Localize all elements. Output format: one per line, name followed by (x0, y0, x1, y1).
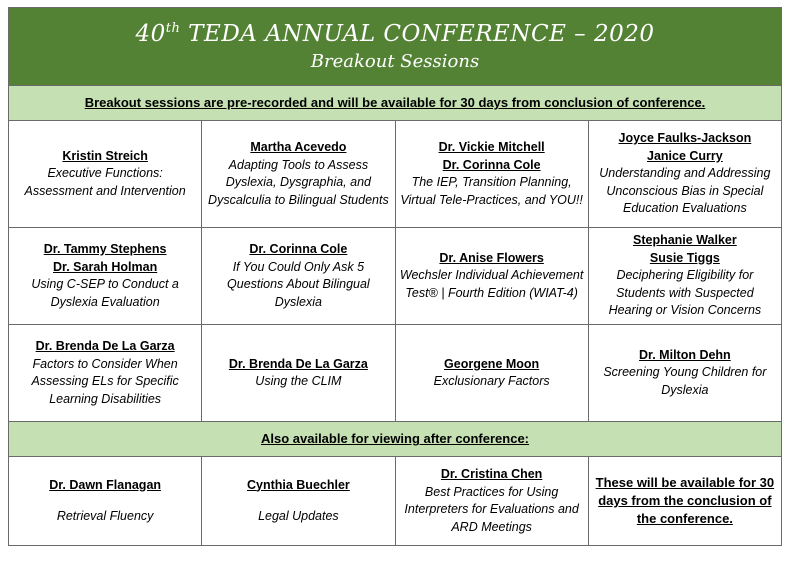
presenter-name: Dr. Brenda De La Garza (35, 339, 175, 353)
presenter-name: Susie Tiggs (649, 250, 720, 265)
availability-note: These will be available for 30 days from the conclusion of the conference. (588, 457, 781, 546)
session-cell (202, 325, 395, 422)
session-cell (202, 228, 395, 325)
session-cell (9, 228, 202, 325)
spacer (206, 494, 390, 508)
session-title: Best Practices for Using Interpreters for Evaluations and ARD Meetings (404, 484, 579, 534)
session-cell (9, 325, 202, 422)
session-cell (395, 325, 588, 422)
presenter-name: Cynthia Buechler (246, 477, 350, 492)
session-title: Legal Updates (258, 509, 339, 523)
presenter-name: Dr. Corinna Cole (442, 157, 541, 172)
session-title: Using the CLIM (255, 374, 342, 388)
session-title: Executive Functions: Assessment and Intervention (24, 166, 186, 198)
session-cell (588, 121, 781, 228)
session-cell (588, 325, 781, 422)
after-conference-heading: Also available for viewing after conference: (9, 422, 782, 457)
presenter-name: Stephanie Walker (633, 233, 737, 248)
session-title: Deciphering Eligibility for Students with Suspected Hearing or Vision Concerns (608, 268, 762, 318)
session-title: Understanding and Addressing Unconscious Bias in Special Education Evaluations (599, 166, 771, 216)
session-cell (9, 121, 202, 228)
session-title: Retrieval Fluency (56, 509, 154, 523)
session-cell (202, 457, 395, 546)
title-ordinal: th (165, 20, 181, 36)
presenter-name: Dr. Cristina Chen (440, 467, 543, 481)
title-text: TEDA ANNUAL CONFERENCE – 2020 (180, 20, 655, 47)
session-title: Exclusionary Factors (433, 374, 550, 388)
session-cell (9, 457, 202, 546)
presenter-name: Dr. Brenda De La Garza (228, 356, 368, 371)
session-title: If You Could Only Ask 5 Questions About Bilingual Dyslexia (227, 259, 370, 309)
session-title: Using C-SEP to Conduct a Dyslexia Evaluation (31, 277, 179, 309)
title-number: 40 (135, 20, 166, 47)
session-title: Wechsler Individual Achievement Test® | Fourth Edition (WIAT-4) (399, 268, 584, 300)
session-title: Screening Young Children for Dyslexia (603, 365, 767, 397)
session-cell (202, 121, 395, 228)
session-title: Adapting Tools to Assess Dyslexia, Dysgraphia, and Dyscalculia to Bilingual Students (208, 157, 389, 207)
presenter-name: Dr. Corinna Cole (249, 242, 348, 256)
header-banner (9, 8, 782, 86)
session-cell (395, 228, 588, 325)
presenter-name: Georgene Moon (444, 356, 540, 371)
availability-notice: Breakout sessions are pre-recorded and will be available for 30 days from conclusion of conference. (9, 86, 782, 121)
session-title: The IEP, Transition Planning, Virtual Tele-Practices, and YOU!! (400, 175, 583, 207)
presenter-name: Dr. Sarah Holman (53, 259, 158, 274)
presenter-name: Dr. Milton Dehn (639, 347, 731, 362)
session-cell (395, 457, 588, 546)
page-subtitle: Breakout Sessions (310, 50, 480, 72)
presenter-name: Dr. Vickie Mitchell (438, 140, 545, 154)
presenter-name: Dr. Tammy Stephens (43, 242, 167, 256)
presenter-name: Kristin Streich (62, 148, 148, 163)
presenter-name: Janice Curry (647, 148, 723, 163)
session-cell (395, 121, 588, 228)
presenter-name: Dr. Dawn Flanagan (49, 477, 162, 492)
session-title: Factors to Consider When Assessing ELs for Specific Learning Disabilities (31, 356, 179, 406)
page-title (9, 19, 781, 49)
sessions-table (8, 7, 782, 546)
presenter-name: Dr. Anise Flowers (439, 250, 544, 265)
session-cell (588, 228, 781, 325)
presenter-name: Joyce Faulks-Jackson (618, 131, 752, 146)
conference-sheet (8, 7, 782, 546)
spacer (13, 494, 197, 508)
presenter-name: Martha Acevedo (250, 140, 347, 154)
